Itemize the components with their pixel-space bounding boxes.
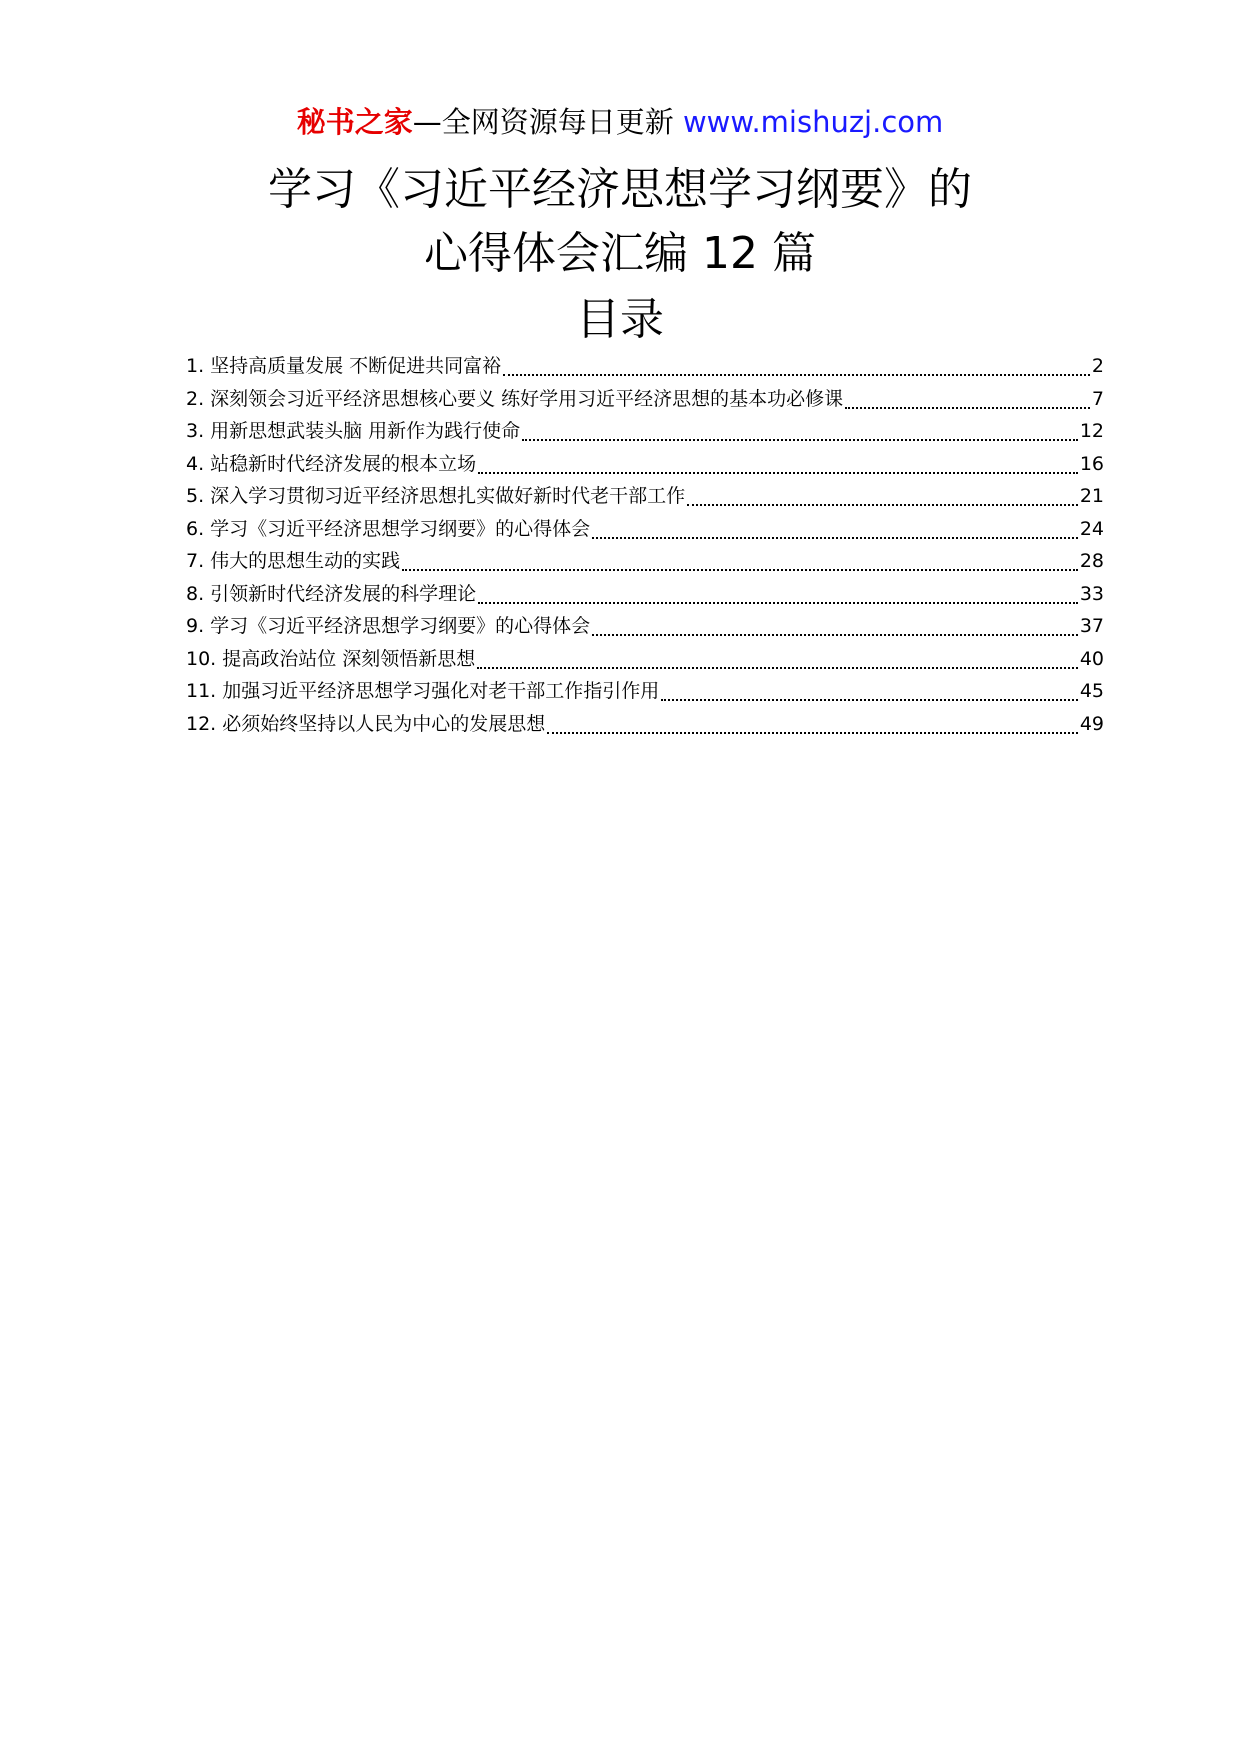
toc-entry-title: 加强习近平经济思想学习强化对老干部工作指引作用	[222, 680, 660, 702]
toc-entry-title: 坚持高质量发展 不断促进共同富裕	[210, 355, 502, 377]
toc-dot-leader	[522, 439, 1078, 441]
toc-dot-leader	[592, 537, 1078, 539]
toc-entry[interactable]	[186, 610, 1104, 643]
site-brand: 秘书之家	[296, 105, 413, 139]
toc-entry[interactable]	[186, 708, 1104, 741]
toc-entry-title: 学习《习近平经济思想学习纲要》的心得体会	[210, 615, 591, 637]
toc-entry-page-number: 7	[1091, 387, 1104, 410]
toc-entry-number: 8.	[186, 582, 205, 605]
toc-entry-number: 9.	[186, 615, 205, 637]
toc-entry-title: 深入学习贯彻习近平经济思想扎实做好新时代老干部工作	[210, 485, 686, 507]
toc-entry[interactable]	[186, 643, 1104, 676]
toc-entry-title: 深刻领会习近平经济思想核心要义 练好学用习近平经济思想的基本功必修课	[210, 387, 844, 410]
toc-dot-leader	[845, 407, 1090, 409]
toc-entry-number: 4.	[186, 452, 205, 475]
toc-entry-page-number: 16	[1079, 452, 1104, 475]
toc-entry-title: 提高政治站位 深刻领悟新思想	[222, 647, 476, 670]
toc-entry-page-number: 21	[1079, 485, 1104, 507]
toc-entry[interactable]	[186, 415, 1104, 448]
toc-entry-page-number: 24	[1079, 517, 1104, 540]
document-title-line-1: 学习《习近平经济思想学习纲要》的	[268, 164, 972, 215]
toc-dot-leader	[477, 667, 1078, 669]
toc-entry[interactable]	[186, 675, 1104, 708]
toc-entry[interactable]	[186, 383, 1104, 416]
toc-entry[interactable]	[186, 578, 1104, 611]
toc-dot-leader	[478, 472, 1078, 474]
toc-entry-title: 引领新时代经济发展的科学理论	[210, 582, 477, 605]
toc-entry-number: 10.	[186, 647, 217, 670]
toc-entry-page-number: 12	[1079, 420, 1104, 442]
toc-entry-number: 5.	[186, 485, 205, 507]
toc-entry-page-number: 40	[1079, 647, 1104, 670]
toc-entry-title: 用新思想武装头脑 用新作为践行使命	[210, 420, 521, 442]
toc-entry-number: 2.	[186, 387, 205, 410]
site-header-banner	[0, 100, 1240, 144]
toc-entry[interactable]	[186, 350, 1104, 383]
toc-dot-leader	[478, 602, 1078, 604]
toc-entry-number: 12.	[186, 712, 217, 735]
site-tagline: —全网资源每日更新	[412, 105, 683, 139]
table-of-contents	[186, 350, 1104, 740]
toc-entry-title: 必须始终坚持以人民为中心的发展思想	[222, 712, 546, 735]
toc-entry-page-number: 28	[1079, 550, 1104, 572]
toc-entry-page-number: 45	[1079, 680, 1104, 702]
toc-entry[interactable]	[186, 480, 1104, 513]
toc-entry-page-number: 2	[1091, 355, 1104, 377]
site-url-link[interactable]: www.mishuzj.com	[682, 105, 944, 139]
document-title-line-2: 心得体会汇编 12 篇	[424, 228, 816, 279]
toc-entry-number: 1.	[186, 355, 205, 377]
toc-dot-leader	[687, 504, 1078, 506]
toc-dot-leader	[592, 634, 1078, 636]
toc-heading: 目录	[576, 294, 664, 345]
toc-entry-title: 站稳新时代经济发展的根本立场	[210, 452, 477, 475]
toc-entry-page-number: 49	[1079, 712, 1104, 735]
toc-entry-page-number: 37	[1079, 615, 1104, 637]
toc-entry-page-number: 33	[1079, 582, 1104, 605]
toc-dot-leader	[402, 569, 1078, 571]
toc-entry-title: 学习《习近平经济思想学习纲要》的心得体会	[210, 517, 591, 540]
toc-entry[interactable]	[186, 448, 1104, 481]
toc-entry-number: 6.	[186, 517, 205, 540]
toc-entry-number: 7.	[186, 550, 205, 572]
toc-entry-number: 3.	[186, 420, 205, 442]
toc-entry-number: 11.	[186, 680, 217, 702]
toc-dot-leader	[547, 732, 1078, 734]
toc-entry[interactable]	[186, 545, 1104, 578]
toc-dot-leader	[661, 699, 1078, 701]
toc-entry[interactable]	[186, 513, 1104, 546]
toc-dot-leader	[503, 374, 1090, 376]
toc-entry-title: 伟大的思想生动的实践	[210, 550, 401, 572]
